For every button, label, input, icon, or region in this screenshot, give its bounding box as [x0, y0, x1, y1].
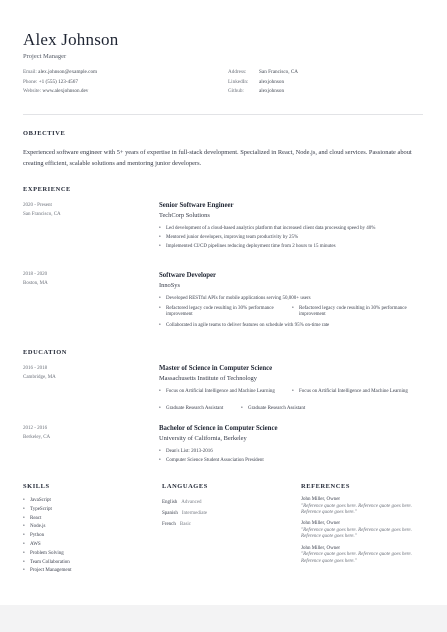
reference-quote: "Reference quote goes here. Reference quote goes here. Reference quote goes here."	[301, 503, 412, 516]
education-meta	[23, 364, 56, 382]
contact-left	[23, 68, 97, 97]
phone-label: Phone:	[23, 78, 38, 85]
experience-company: InnoSys	[159, 282, 180, 289]
education-meta	[23, 424, 50, 442]
education-bullets	[159, 389, 419, 419]
list-item: • Focus on Artificial Intelligence and Machine Learning	[159, 389, 286, 395]
education-dates: 2016 - 2018	[23, 366, 48, 371]
experience-dates: 2020 - Present	[23, 203, 52, 208]
list-item	[301, 497, 426, 517]
linkedin-row[interactable]	[228, 78, 298, 88]
github-value: alexjohnson	[259, 88, 285, 95]
list-item: • Dean's List: 2013-2016	[159, 449, 424, 455]
education-degree: Master of Science in Computer Science	[159, 365, 273, 372]
experience-company: TechCorp Solutions	[159, 212, 210, 219]
education-location: Berkeley, CA	[23, 435, 51, 440]
list-item: • Developed RESTful APIs for mobile applications serving 50,000+ users	[159, 296, 416, 302]
list-item: • Problem Solving	[23, 550, 72, 559]
list-item: • Graduate Research Assistant	[159, 406, 246, 412]
education-school: Massachusetts Institute of Technology	[159, 375, 257, 382]
address-label: Address:	[228, 69, 247, 75]
job-title: Project Manager	[23, 53, 67, 60]
language-level: Basic	[179, 522, 191, 527]
languages-heading: LANGUAGES	[162, 483, 208, 490]
list-item: • JavaScript	[23, 497, 72, 506]
list-item: • Computer Science Student Association President	[159, 458, 424, 464]
reference-quote: "Reference quote goes here. Reference quote goes here. Reference quote goes here."	[301, 552, 412, 564]
reference-name: John Miller, Owner	[301, 545, 341, 551]
experience-meta	[23, 201, 61, 219]
github-row[interactable]	[228, 87, 298, 97]
website-row[interactable]	[23, 87, 97, 97]
website-value: www.alexjohnson.dev	[42, 88, 89, 95]
experience-meta	[23, 270, 48, 288]
github-label: Github:	[228, 88, 244, 95]
experience-dates: 2018 - 2020	[23, 272, 48, 277]
skills-list	[23, 497, 72, 576]
list-item: • AWS	[23, 541, 72, 550]
contact-right	[228, 68, 298, 97]
list-item	[301, 521, 426, 541]
list-item	[162, 508, 207, 519]
education-bullets	[159, 449, 424, 467]
language-level: Intermediate	[181, 511, 208, 516]
address-row	[228, 68, 298, 78]
objective-text: Experienced software engineer with 5+ years of expertise in full-stack development. Specialized in React, Node.js, and cloud services. Passionate about creating efficient, scalable solutions and mentoring junior developers.	[23, 149, 412, 167]
phone-row[interactable]	[23, 78, 97, 88]
experience-location: Boston, MA	[23, 281, 48, 286]
education-location: Cambridge, MA	[23, 375, 56, 380]
language-name: English	[162, 500, 178, 505]
experience-role: Software Developer	[159, 272, 217, 279]
references-list	[301, 497, 426, 570]
experience-bullets	[159, 226, 424, 253]
language-level: Advanced	[181, 500, 202, 505]
website-label: Website:	[23, 88, 42, 95]
experience-bullets	[159, 296, 419, 356]
linkedin-value: alexjohnson	[259, 78, 285, 85]
email-value: alex.johnson@example.com	[38, 69, 98, 75]
reference-name: John Miller, Owner	[301, 521, 341, 527]
list-item: • Python	[23, 532, 72, 541]
education-dates: 2012 - 2016	[23, 426, 48, 431]
address-value: San Francisco, CA	[259, 69, 299, 75]
list-item: • Focus on Artificial Intelligence and Machine Learning	[292, 389, 419, 395]
objective-heading: OBJECTIVE	[23, 130, 66, 137]
list-item	[301, 546, 426, 566]
experience-location: San Francisco, CA	[23, 212, 61, 217]
list-item: • Node.js	[23, 523, 72, 532]
list-item: • Refactored legacy code resulting in 30% performance improvement	[159, 306, 286, 319]
education-school: University of California, Berkeley	[159, 435, 247, 442]
experience-heading: EXPERIENCE	[23, 186, 71, 193]
list-item	[162, 497, 207, 508]
list-item: • Implemented CI/CD pipelines reducing deployment time from 2 hours to 15 minutes	[159, 244, 424, 250]
list-item: • Collaborated in agile teams to deliver features on schedule with 95% on-time rate	[159, 323, 416, 329]
education-heading: EDUCATION	[23, 349, 67, 356]
list-item: • TypeScript	[23, 506, 72, 515]
list-item: • Mentored junior developers, improving team productivity by 25%	[159, 235, 424, 241]
reference-name: John Miller, Owner	[301, 497, 341, 502]
references-heading: REFERENCES	[301, 483, 350, 490]
language-name: Spanish	[162, 511, 178, 516]
list-item: • React	[23, 515, 72, 524]
experience-role: Senior Software Engineer	[159, 202, 234, 209]
skills-heading: SKILLS	[23, 483, 50, 490]
header-divider	[23, 114, 423, 115]
education-degree: Bachelor of Science in Computer Science	[159, 425, 278, 432]
list-item	[162, 519, 207, 530]
languages-list	[162, 497, 207, 530]
resume-name: Alex Johnson	[23, 30, 119, 49]
list-item: • Project Management	[23, 567, 72, 576]
language-name: French	[162, 522, 176, 527]
linkedin-label: LinkedIn:	[228, 78, 249, 85]
reference-quote: "Reference quote goes here. Reference quote goes here. Reference quote goes here."	[301, 527, 412, 540]
phone-value: +1 (555) 123-4567	[38, 78, 78, 85]
list-item: • Led development of a cloud-based analytics platform that increased client data processing speed by 40%	[159, 226, 424, 232]
email-label: Email:	[23, 69, 37, 75]
list-item: • Team Collaboration	[23, 559, 72, 568]
list-item: • Refactored legacy code resulting in 30% performance improvement	[292, 306, 419, 319]
email-row[interactable]	[23, 68, 97, 78]
list-item: • Graduate Research Assistant	[241, 406, 348, 412]
